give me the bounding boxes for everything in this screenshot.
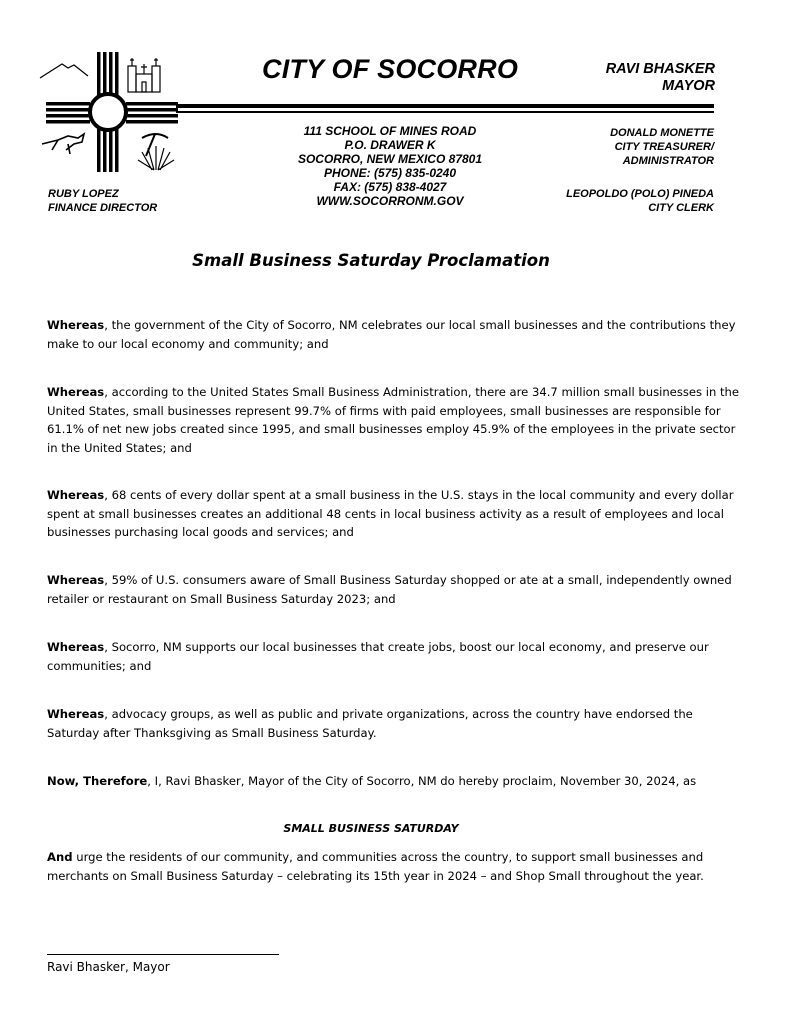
mayor-block [606, 61, 715, 95]
website-line: WWW.SOCORRONM.GOV [316, 194, 464, 208]
whereas-paragraph-2 [47, 383, 747, 457]
header-rule-thin [176, 111, 714, 113]
paragraph-lead: Whereas [47, 707, 105, 721]
whereas-paragraph-5 [47, 638, 747, 675]
paragraph-lead: Whereas [47, 488, 105, 502]
address-line: SOCORRO, NEW MEXICO 87801 [297, 152, 483, 166]
clerk-block [566, 187, 714, 215]
finance-title: FINANCE DIRECTOR [48, 202, 158, 214]
paragraph-text: , Socorro, NM supports our local businesses that create jobs, boost our local economy, and preserve our communities; and [47, 640, 709, 673]
now-therefore-paragraph [47, 772, 747, 791]
paragraph-text: urge the residents of our community, and communities across the country, to support small businesses and merchants on Small Business Saturday – celebrating its 15th year in 2024 – and Shop Small throughout the year. [47, 850, 704, 883]
paragraph-text: , advocacy groups, as well as public and private organizations, across the country have endorsed the Saturday after Thanksgiving as Small Business Saturday. [47, 707, 693, 740]
paragraph-text: , according to the United States Small Business Administration, there are 34.7 million small businesses in the United States, small businesses represent 99.7% of firms with paid employees, small businesses are responsible for 61.1% of net new jobs created since 1995, and small businesses employ 45.9% of the employees in the private sector in the United States; and [47, 385, 740, 455]
treasurer-title-2: ADMINISTRATOR [622, 155, 714, 167]
paragraph-text: , 59% of U.S. consumers aware of Small Business Saturday shopped or ate at a small, independently owned retailer or restaurant on Small Business Saturday 2023; and [47, 573, 732, 606]
mayor-name: RAVI BHASKER [605, 61, 715, 77]
finance-name: RUBY LOPEZ [48, 188, 119, 200]
clerk-title: CITY CLERK [648, 202, 714, 214]
whereas-paragraph-3 [47, 486, 747, 542]
city-title: CITY OF SOCORRO [262, 54, 519, 84]
paragraph-lead: Whereas [47, 573, 105, 587]
treasurer-block [610, 126, 714, 168]
address-block [270, 124, 510, 208]
paragraph-text: , I, Ravi Bhasker, Mayor of the City of Socorro, NM do hereby proclaim, November 30, 2024, as [147, 774, 697, 788]
clerk-name: LEOPOLDO (POLO) PINEDA [566, 188, 714, 200]
signature-line [47, 954, 279, 955]
fax-line: FAX: (575) 838-4027 [333, 180, 447, 194]
paragraph-lead: Whereas [47, 318, 105, 332]
phone-line: PHONE: (575) 835-0240 [323, 166, 457, 180]
city-seal-logo [38, 52, 178, 176]
paragraph-lead: And [47, 850, 73, 864]
closing-paragraph [47, 848, 747, 885]
whereas-paragraph-4 [47, 571, 747, 608]
document-title: Small Business Saturday Proclamation [192, 251, 550, 270]
treasurer-title: CITY TREASURER/ [614, 141, 714, 153]
address-line: P.O. DRAWER K [344, 138, 436, 152]
header-rule-thick [176, 104, 714, 108]
paragraph-text: , the government of the City of Socorro, NM celebrates our local small businesses and the contributions they make to our local economy and community; and [47, 318, 736, 351]
paragraph-text: , 68 cents of every dollar spent at a small business in the U.S. stays in the local community and every dollar spent at small businesses creates an additional 48 cents in local business activity as a result of employees and local businesses purchasing local goods and services; and [47, 488, 734, 539]
address-line: 111 SCHOOL OF MINES ROAD [303, 124, 477, 138]
whereas-paragraph-1 [47, 316, 747, 353]
treasurer-name: DONALD MONETTE [610, 127, 714, 139]
paragraph-lead: Now, Therefore [47, 774, 148, 788]
paragraph-lead: Whereas [47, 640, 105, 654]
proclaimed-day: SMALL BUSINESS SATURDAY [283, 822, 459, 835]
finance-block [48, 187, 157, 215]
paragraph-lead: Whereas [47, 385, 105, 399]
mayor-role: MAYOR [662, 78, 715, 94]
whereas-paragraph-6 [47, 705, 747, 742]
signature-name: Ravi Bhasker, Mayor [47, 960, 170, 974]
